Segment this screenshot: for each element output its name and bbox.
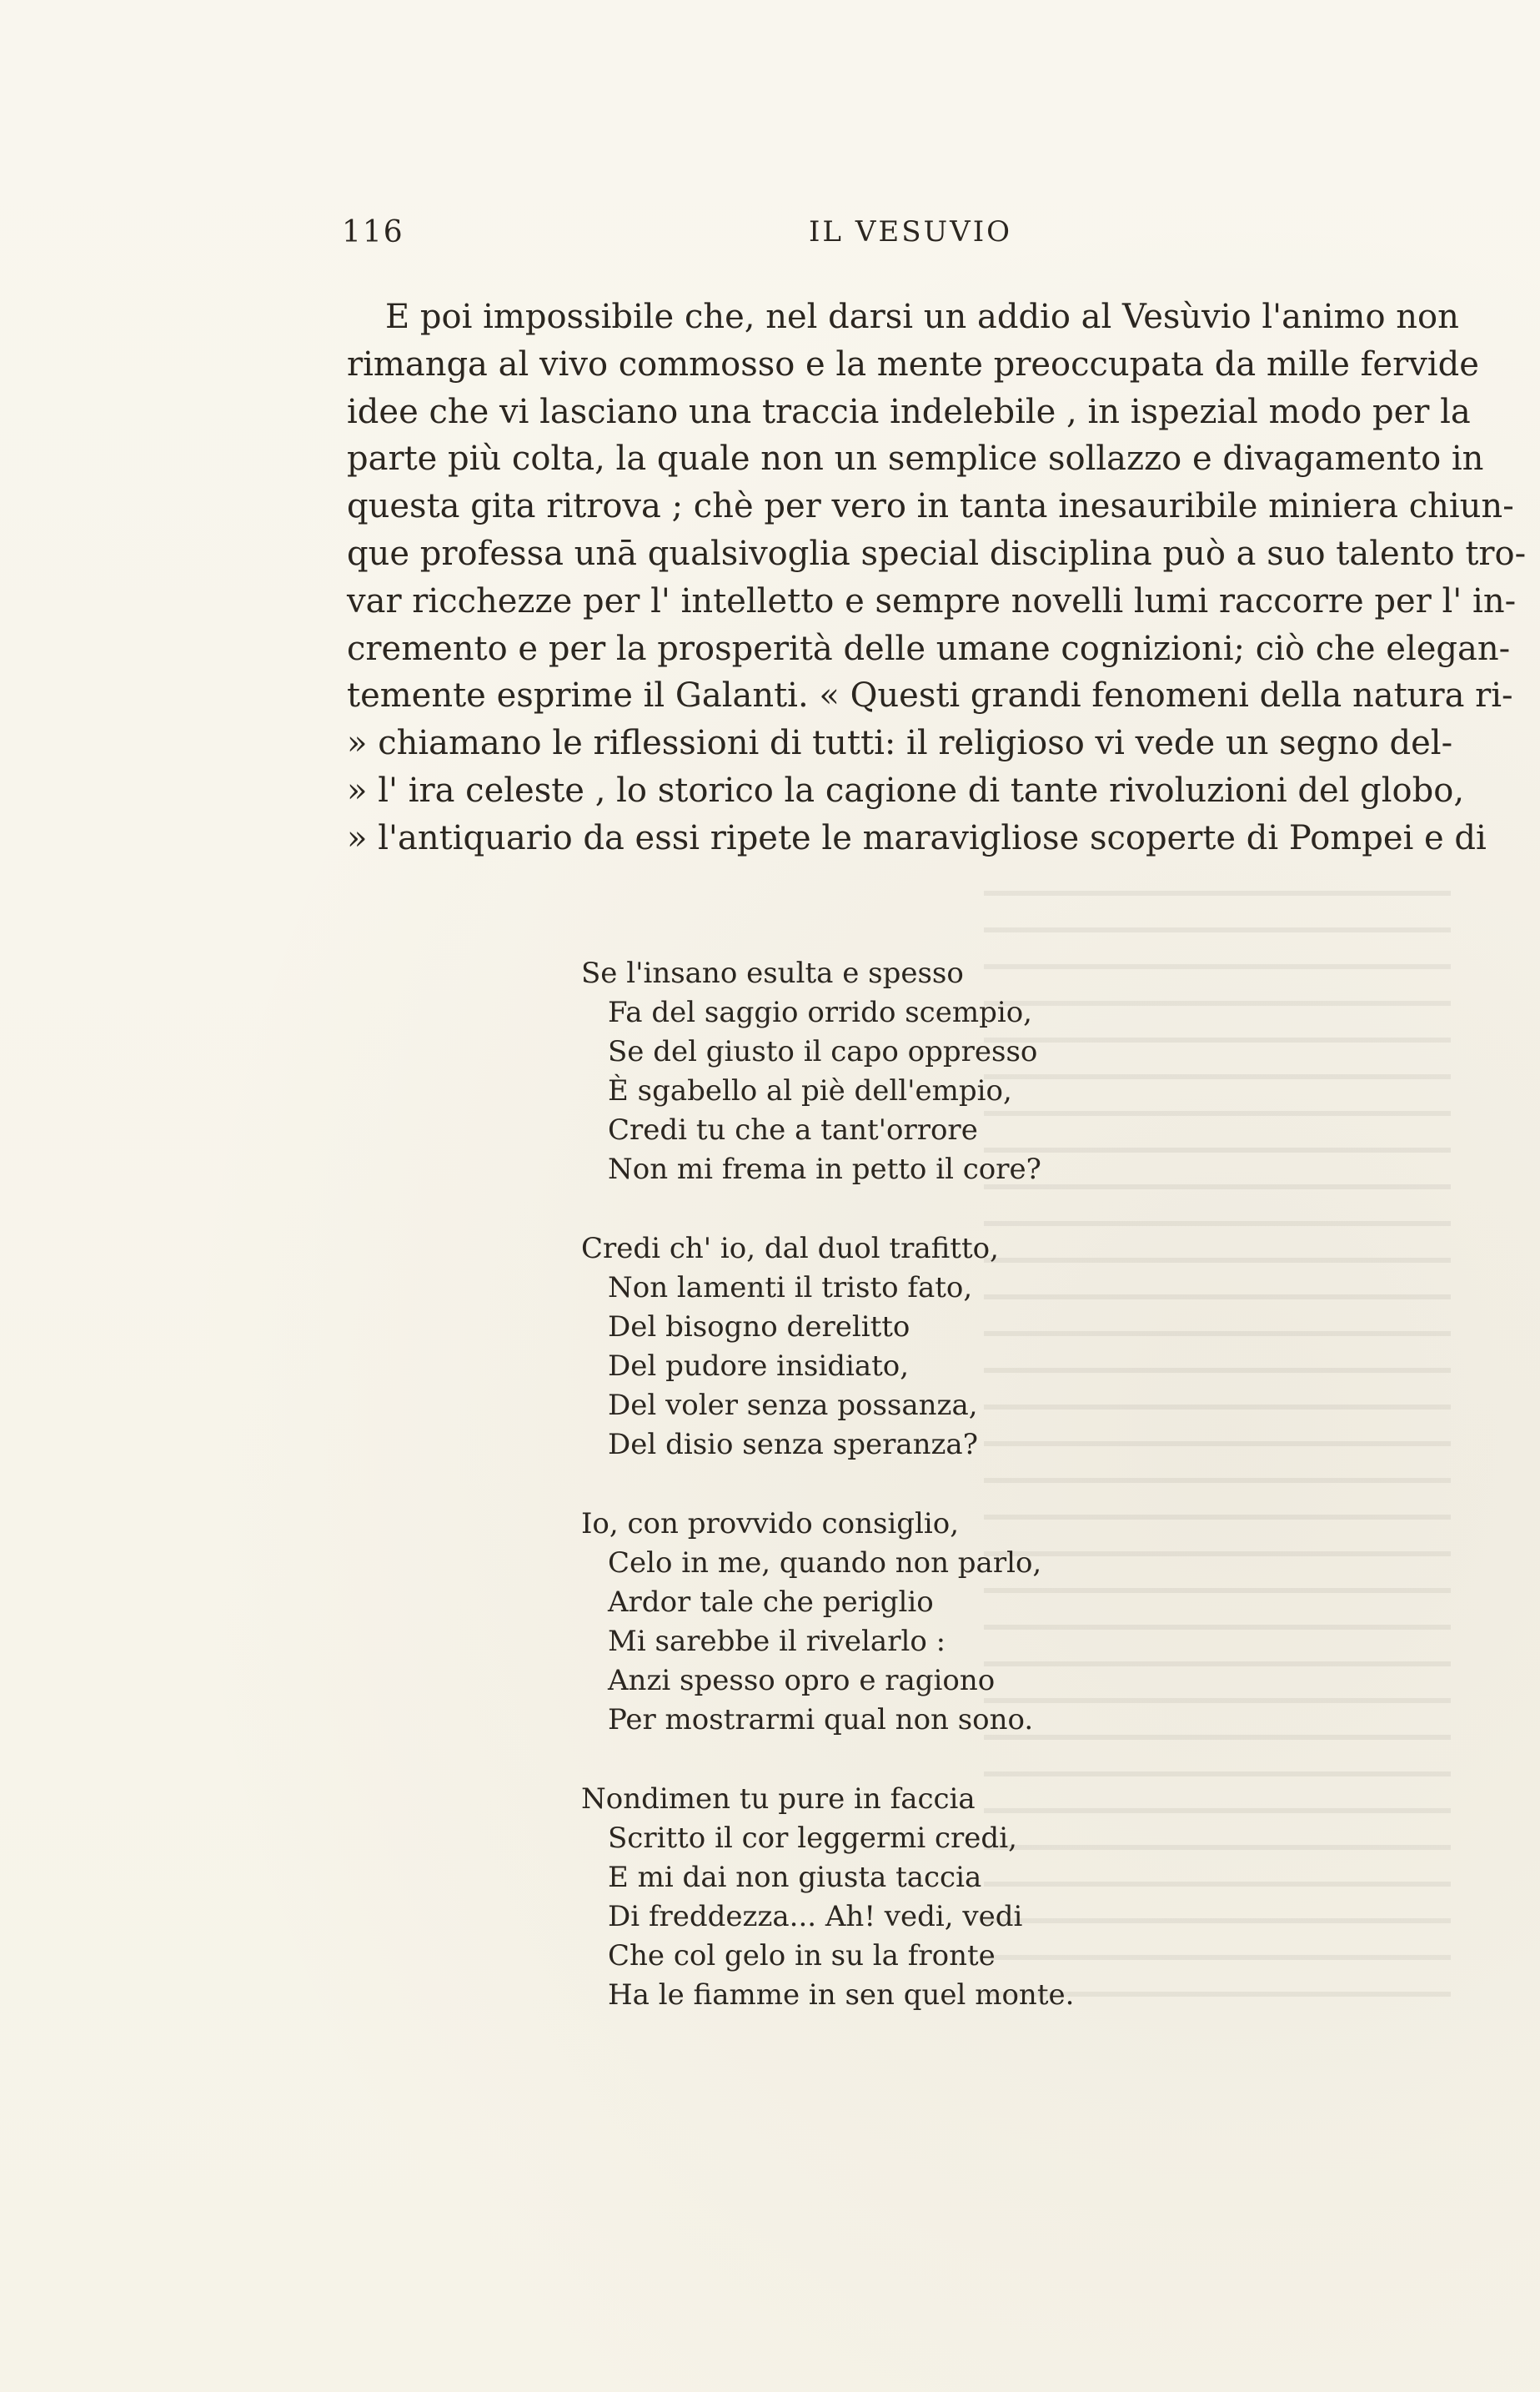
- poem-stanza: [581, 1229, 1074, 1465]
- poem-verse: Fa del saggio orrido scempio,: [608, 996, 1032, 1029]
- poem-stanza: [581, 1505, 1074, 1740]
- poem-stanza: [581, 1780, 1074, 2015]
- prose-line: parte più colta, la quale non un semplice sollazzo e divagamento in: [347, 440, 1484, 479]
- running-title: IL VESUVIO: [809, 215, 1012, 249]
- poem: [581, 954, 1074, 2015]
- poem-verse: Nondimen tu pure in faccia: [581, 1782, 976, 1816]
- prose-line: idee che vi lasciano una traccia indelebile , in ispezial modo per la: [347, 392, 1471, 431]
- prose-line: que professa unā qualsivoglia special disciplina può a suo talento tro-: [347, 534, 1527, 573]
- page-header: [342, 215, 1442, 257]
- poem-verse: Se l'insano esulta e spesso: [581, 957, 964, 990]
- poem-verse: Non lamenti il tristo fato,: [608, 1271, 973, 1304]
- page-number: 116: [342, 215, 404, 249]
- poem-verse: È sgabello al piè dell'empio,: [608, 1074, 1012, 1108]
- poem-verse: Scritto il cor leggermi credi,: [608, 1822, 1017, 1855]
- prose-line: temente esprime il Galanti. « Questi grandi fenomeni della natura ri-: [347, 676, 1513, 716]
- poem-verse: Di freddezza... Ah! vedi, vedi: [608, 1900, 1023, 1933]
- prose-paragraph: [347, 294, 1527, 862]
- prose-line: » l'antiquario da essi ripete le maravigliose scoperte di Pompei e di: [347, 818, 1487, 857]
- poem-verse: Non mi frema in petto il core?: [608, 1153, 1041, 1186]
- prose-line: » l' ira celeste , lo storico la cagione di tante rivoluzioni del globo,: [347, 771, 1465, 810]
- poem-verse: Per mostrarmi qual non sono.: [608, 1703, 1034, 1736]
- prose-line: questa gita ritrova ; chè per vero in tanta inesauribile miniera chiun-: [347, 487, 1514, 526]
- poem-verse: Ha le fiamme in sen quel monte.: [608, 1978, 1075, 2012]
- poem-verse: E mi dai non giusta taccia: [608, 1861, 982, 1894]
- poem-verse: Credi ch' io, dal duol trafitto,: [581, 1232, 999, 1265]
- poem-verse: Che col gelo in su la fronte: [608, 1939, 996, 1972]
- prose-line: var ricchezze per l' intelletto e sempre novelli lumi raccorre per l' in-: [347, 581, 1517, 621]
- prose-line: » chiamano le riflessioni di tutti: il religioso vi vede un segno del-: [347, 724, 1453, 763]
- poem-verse: Del voler senza possanza,: [608, 1389, 978, 1422]
- poem-verse: Credi tu che a tant'orrore: [608, 1113, 978, 1147]
- poem-verse: Celo in me, quando non parlo,: [608, 1546, 1042, 1580]
- prose-line: E poi impossibile che, nel darsi un addio al Vesùvio l'animo non: [385, 298, 1459, 336]
- poem-verse: Del bisogno derelitto: [608, 1310, 910, 1344]
- poem-verse: Del pudore insidiato,: [608, 1349, 910, 1383]
- prose-line: rimanga al vivo commosso e la mente preoccupata da mille fervide: [347, 344, 1479, 384]
- poem-verse: Se del giusto il capo oppresso: [608, 1035, 1038, 1068]
- poem-verse: Anzi spesso opro e ragiono: [608, 1664, 996, 1697]
- poem-verse: Ardor tale che periglio: [608, 1585, 934, 1619]
- poem-verse: Mi sarebbe il rivelarlo :: [608, 1625, 946, 1658]
- prose-line: cremento e per la prosperità delle umane cognizioni; ciò che elegan-: [347, 629, 1511, 668]
- poem-verse: Io, con provvido consiglio,: [581, 1507, 960, 1540]
- poem-verse: Del disio senza speranza?: [608, 1428, 978, 1461]
- poem-stanza: [581, 954, 1074, 1189]
